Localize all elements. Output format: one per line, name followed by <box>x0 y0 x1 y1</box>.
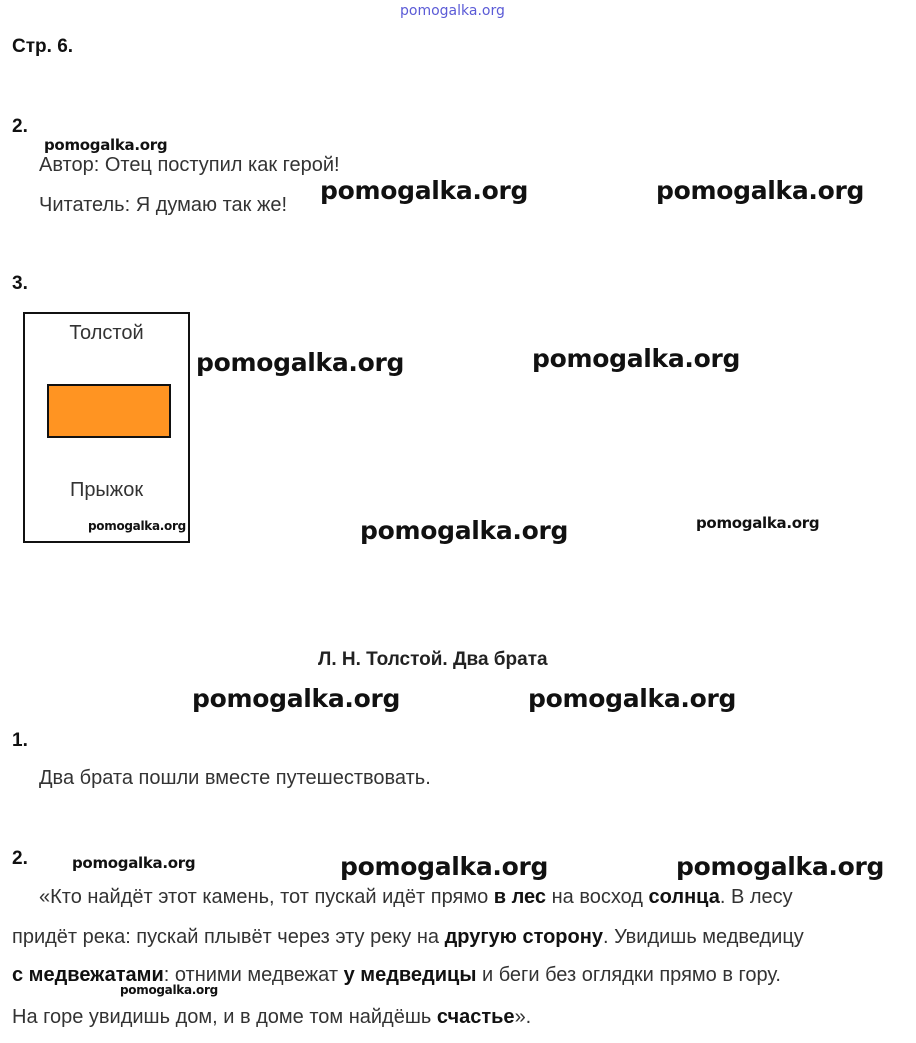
section1-text: Два брата пошли вместе путешествовать. <box>39 767 431 789</box>
watermark: pomogalka.org <box>696 514 820 532</box>
task2-reader-line: Читатель: Я думаю так же! <box>39 194 288 216</box>
quote-text: и беги без оглядки прямо в гору. <box>476 964 781 986</box>
cover-author: Толстой <box>69 322 144 344</box>
watermark: pomogalka.org <box>72 854 196 872</box>
task2-author-line: Автор: Отец поступил как герой! <box>39 154 340 176</box>
quote-text: «Кто найдёт этот камень, тот пускай идёт прямо <box>39 886 494 908</box>
watermark: pomogalka.org <box>532 344 741 373</box>
watermark: pomogalka.org <box>320 176 529 205</box>
section2-number: 2. <box>12 848 28 869</box>
task2-number: 2. <box>12 116 28 137</box>
watermark: pomogalka.org <box>340 852 549 881</box>
watermark: pomogalka.org <box>192 684 401 713</box>
cover-title: Прыжок <box>69 479 144 501</box>
cover-illustration-box <box>47 384 171 438</box>
quote-line-1 <box>39 878 793 917</box>
quote-text: придёт река: пускай плывёт через эту реку на <box>12 926 445 948</box>
quote-text: . Увидишь медведицу <box>602 926 804 948</box>
watermark: pomogalka.org <box>44 136 168 154</box>
quote-emphasis: с медвежатами <box>12 964 164 986</box>
quote-emphasis: в лес <box>493 886 547 908</box>
quote-text: . В лесу <box>719 886 793 908</box>
quote-emphasis: у медведицы <box>343 964 477 986</box>
watermark: pomogalka.org <box>360 516 569 545</box>
watermark: pomogalka.org <box>656 176 865 205</box>
quote-emphasis: другую сторону <box>444 926 603 948</box>
quote-line-2 <box>12 918 804 957</box>
watermark-top: pomogalka.org <box>400 3 505 19</box>
quote-text: на восход <box>546 886 649 908</box>
watermark: pomogalka.org <box>88 519 186 533</box>
book-cover-model <box>23 312 190 543</box>
watermark: pomogalka.org <box>528 684 737 713</box>
task3-number: 3. <box>12 273 28 294</box>
page-label: Стр. 6. <box>12 36 74 57</box>
quote-emphasis: счастье <box>436 1006 515 1028</box>
watermark: pomogalka.org <box>120 983 218 997</box>
quote-text: : отними медвежат <box>163 964 344 986</box>
section-title: Л. Н. Толстой. Два брата <box>318 649 548 670</box>
quote-line-4 <box>12 998 531 1037</box>
quote-text: ». <box>514 1006 532 1028</box>
quote-text: На горе увидишь дом, и в доме том найдёшь <box>12 1006 437 1028</box>
section1-number: 1. <box>12 730 28 751</box>
watermark: pomogalka.org <box>676 852 885 881</box>
watermark: pomogalka.org <box>196 348 405 377</box>
quote-emphasis: солнца <box>648 886 720 908</box>
